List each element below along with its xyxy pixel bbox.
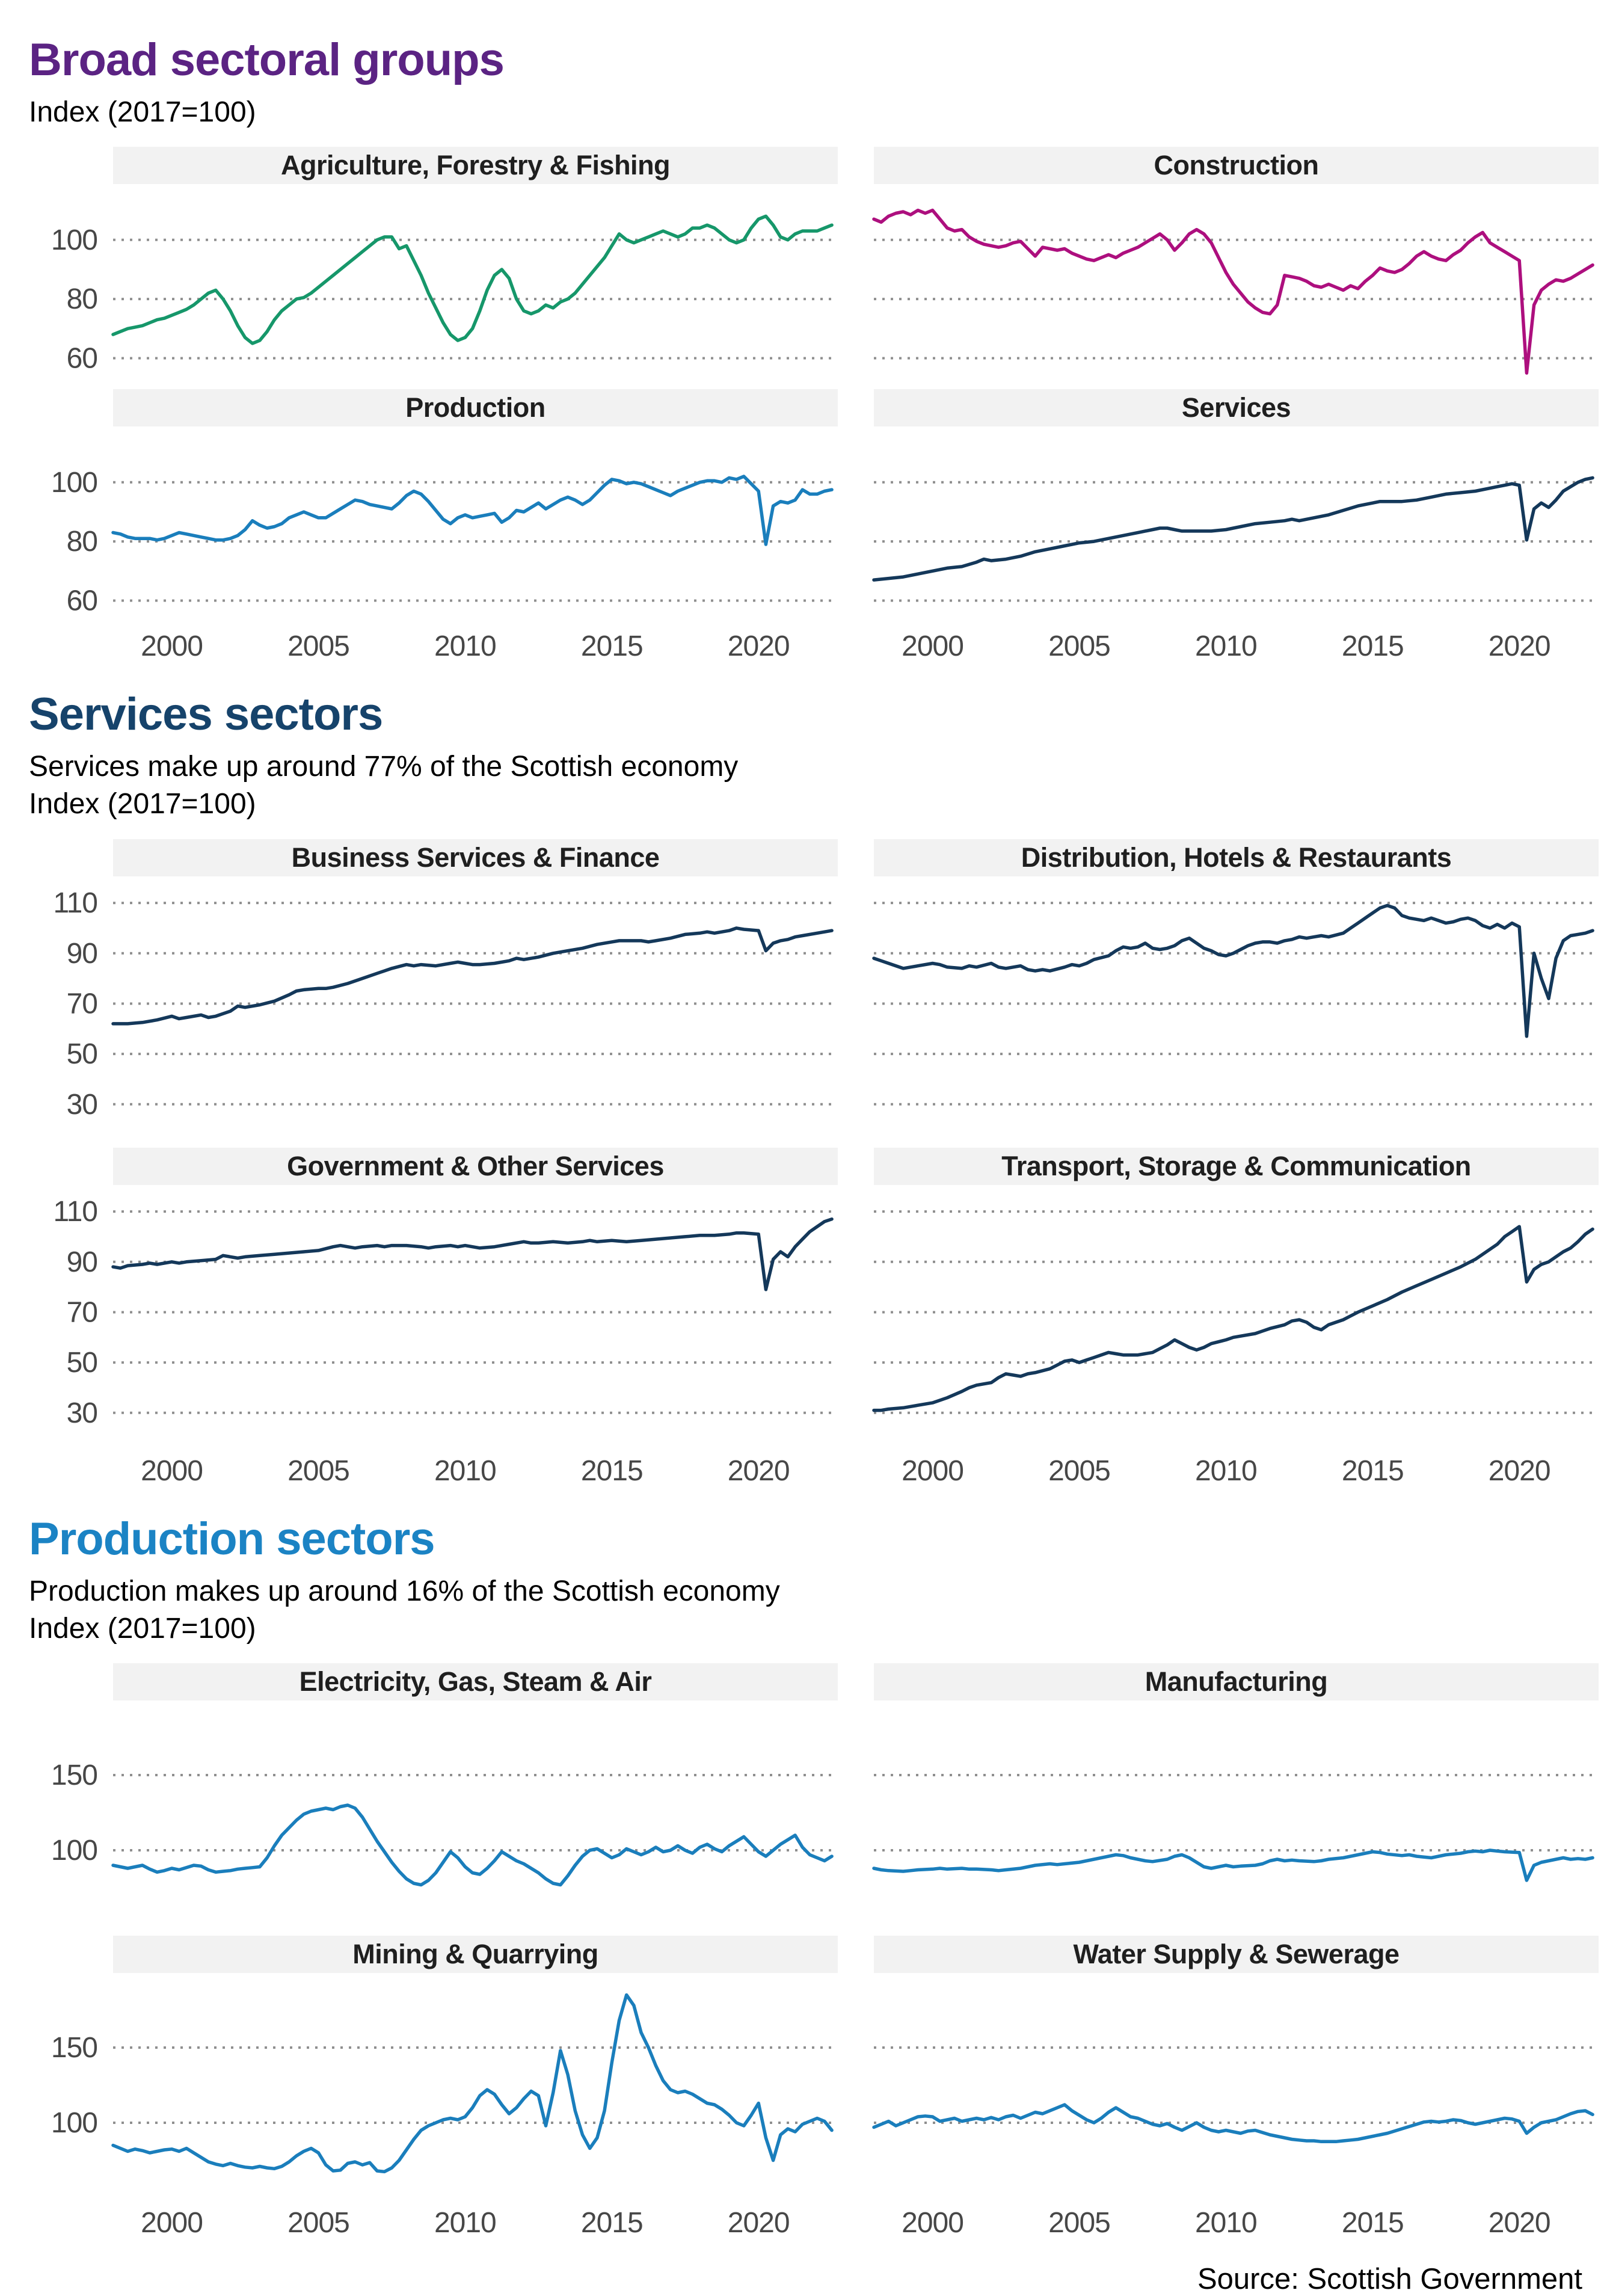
line-chart-manufacturing — [871, 1702, 1599, 1928]
chart-panel-electricity-gas-steam-air — [29, 1663, 838, 1928]
chart-title-strip — [874, 1148, 1599, 1185]
chart-title: Government & Other Services — [287, 1150, 664, 1181]
chart-panel-agriculture-forestry-fishing — [29, 147, 838, 382]
chart-grid-broad — [29, 147, 1591, 670]
x-axis-tick-label: 2005 — [287, 2207, 349, 2239]
line-chart-government-other-services — [29, 1187, 838, 1495]
line-chart-services — [871, 428, 1599, 670]
chart-title-strip — [113, 147, 838, 184]
chart-title-strip — [113, 839, 838, 876]
x-axis-tick-label: 2020 — [727, 630, 790, 663]
chart-title: Manufacturing — [1145, 1666, 1328, 1697]
x-axis-tick-label: 2010 — [1194, 1454, 1257, 1487]
chart-panel-production — [29, 389, 838, 670]
chart-panel-mining-quarrying — [29, 1936, 838, 2247]
chart-panel-services — [871, 389, 1599, 670]
chart-title-strip — [113, 1936, 838, 1973]
x-axis-tick-label: 2020 — [1488, 1454, 1550, 1487]
index-label: Index (2017=100) — [29, 788, 256, 820]
line-chart-construction — [871, 186, 1599, 382]
index-label: Index (2017=100) — [29, 96, 256, 128]
data-line — [113, 928, 832, 1024]
chart-title: Transport, Storage & Communication — [1001, 1150, 1471, 1181]
index-label: Index (2017=100) — [29, 1612, 256, 1645]
y-axis-tick-label: 110 — [53, 1195, 97, 1228]
x-axis-tick-label: 2015 — [580, 630, 643, 663]
chart-grid-services — [29, 839, 1591, 1495]
x-axis-tick-label: 2005 — [1048, 630, 1110, 663]
data-line — [113, 1995, 832, 2172]
x-axis-tick-label: 2010 — [434, 2207, 496, 2239]
chart-panel-construction — [871, 147, 1599, 382]
chart-title-strip — [874, 1663, 1599, 1700]
chart-title: Electricity, Gas, Steam & Air — [299, 1666, 652, 1697]
section-broad-sectoral-groups — [29, 36, 1591, 670]
line-chart-water-supply-sewerage — [871, 1975, 1599, 2247]
section-share-note: Services make up around 77% of the Scottish economy — [29, 750, 739, 783]
y-axis-tick-label: 70 — [66, 1296, 97, 1329]
x-axis-tick-label: 2000 — [141, 2207, 203, 2239]
chart-title: Distribution, Hotels & Restaurants — [1021, 842, 1452, 873]
chart-title-strip — [113, 1663, 838, 1700]
x-axis-tick-label: 2015 — [1341, 2207, 1404, 2239]
chart-panel-business-services-finance — [29, 839, 838, 1140]
chart-title-strip — [874, 147, 1599, 184]
chart-title-strip — [874, 1936, 1599, 1973]
chart-title-strip — [113, 389, 838, 426]
y-axis-tick-label: 30 — [66, 1088, 97, 1121]
x-axis-tick-label: 2010 — [1194, 630, 1257, 663]
x-axis-tick-label: 2015 — [1341, 1454, 1404, 1487]
x-axis-tick-label: 2010 — [1194, 2207, 1257, 2239]
section-title-production-sectors: Production sectors — [29, 1513, 435, 1565]
x-axis-tick-label: 2010 — [434, 630, 496, 663]
data-line — [113, 1805, 832, 1885]
x-axis-tick-label: 2015 — [1341, 630, 1404, 663]
data-line — [113, 217, 832, 344]
y-axis-tick-label: 50 — [66, 1038, 97, 1070]
x-axis-tick-label: 2020 — [727, 1454, 790, 1487]
chart-panel-transport-storage-communication — [871, 1148, 1599, 1495]
y-axis-tick-label: 30 — [66, 1397, 97, 1429]
chart-title-strip — [113, 1148, 838, 1185]
section-title-services-sectors: Services sectors — [29, 689, 383, 740]
y-axis-tick-label: 100 — [51, 224, 97, 256]
y-axis-tick-label: 60 — [66, 342, 97, 375]
x-axis-tick-label: 2020 — [727, 2207, 790, 2239]
chart-title: Water Supply & Sewerage — [1073, 1939, 1400, 1970]
x-axis-tick-label: 2020 — [1488, 630, 1550, 663]
line-chart-distribution-hotels-restaurants — [871, 878, 1599, 1140]
y-axis-tick-label: 90 — [66, 937, 97, 970]
x-axis-tick-label: 2015 — [580, 2207, 643, 2239]
chart-panel-manufacturing — [871, 1663, 1599, 1928]
y-axis-tick-label: 110 — [53, 887, 97, 919]
line-chart-business-services-finance — [29, 878, 838, 1140]
x-axis-tick-label: 2000 — [902, 2207, 963, 2239]
line-chart-mining-quarrying — [29, 1975, 838, 2247]
y-axis-tick-label: 80 — [66, 283, 97, 316]
x-axis-tick-label: 2005 — [287, 630, 349, 663]
chart-title-strip — [874, 839, 1599, 876]
y-axis-tick-label: 100 — [51, 1835, 97, 1867]
x-axis-tick-label: 2000 — [902, 630, 963, 663]
data-line — [874, 211, 1593, 373]
data-line — [874, 905, 1593, 1036]
y-axis-tick-label: 60 — [66, 585, 97, 617]
data-line — [874, 2105, 1593, 2141]
chart-title: Agriculture, Forestry & Fishing — [280, 150, 671, 181]
x-axis-tick-label: 2005 — [1048, 2207, 1110, 2239]
x-axis-tick-label: 2000 — [141, 1454, 203, 1487]
chart-title: Mining & Quarrying — [352, 1939, 598, 1970]
source-attribution: Source: Scottish Government — [1197, 2263, 1582, 2296]
x-axis-tick-label: 2005 — [1048, 1454, 1110, 1487]
line-chart-agriculture-forestry-fishing — [29, 186, 838, 382]
x-axis-tick-label: 2015 — [580, 1454, 643, 1487]
data-line — [874, 1850, 1593, 1880]
x-axis-tick-label: 2005 — [287, 1454, 349, 1487]
section-share-note: Production makes up around 16% of the Scottish economy — [29, 1575, 780, 1607]
chart-title: Business Services & Finance — [291, 842, 660, 873]
y-axis-tick-label: 80 — [66, 526, 97, 558]
line-chart-production — [29, 428, 838, 670]
x-axis-tick-label: 2020 — [1488, 2207, 1550, 2239]
y-axis-tick-label: 100 — [51, 2107, 97, 2140]
y-axis-tick-label: 100 — [51, 466, 97, 499]
data-line — [113, 1219, 832, 1289]
x-axis-tick-label: 2010 — [434, 1454, 496, 1487]
section-title-broad-sectoral-groups: Broad sectoral groups — [29, 34, 504, 85]
section-services-sectors — [29, 691, 1591, 1495]
x-axis-tick-label: 2000 — [141, 630, 203, 663]
chart-title-strip — [874, 389, 1599, 426]
chart-title: Production — [405, 392, 545, 423]
x-axis-tick-label: 2000 — [902, 1454, 963, 1487]
y-axis-tick-label: 150 — [51, 1759, 97, 1792]
data-line — [874, 478, 1593, 580]
chart-panel-government-other-services — [29, 1148, 838, 1495]
line-chart-electricity-gas-steam-air — [29, 1702, 838, 1928]
chart-grid-production — [29, 1663, 1591, 2247]
y-axis-tick-label: 70 — [66, 988, 97, 1020]
y-axis-tick-label: 90 — [66, 1246, 97, 1278]
y-axis-tick-label: 150 — [51, 2032, 97, 2064]
chart-title: Construction — [1154, 150, 1319, 181]
chart-panel-water-supply-sewerage — [871, 1936, 1599, 2247]
chart-title: Services — [1181, 392, 1291, 423]
section-production-sectors — [29, 1515, 1591, 2247]
data-line — [113, 476, 832, 544]
y-axis-tick-label: 50 — [66, 1346, 97, 1379]
data-line — [874, 1226, 1593, 1410]
line-chart-transport-storage-communication — [871, 1187, 1599, 1495]
chart-panel-distribution-hotels-restaurants — [871, 839, 1599, 1140]
